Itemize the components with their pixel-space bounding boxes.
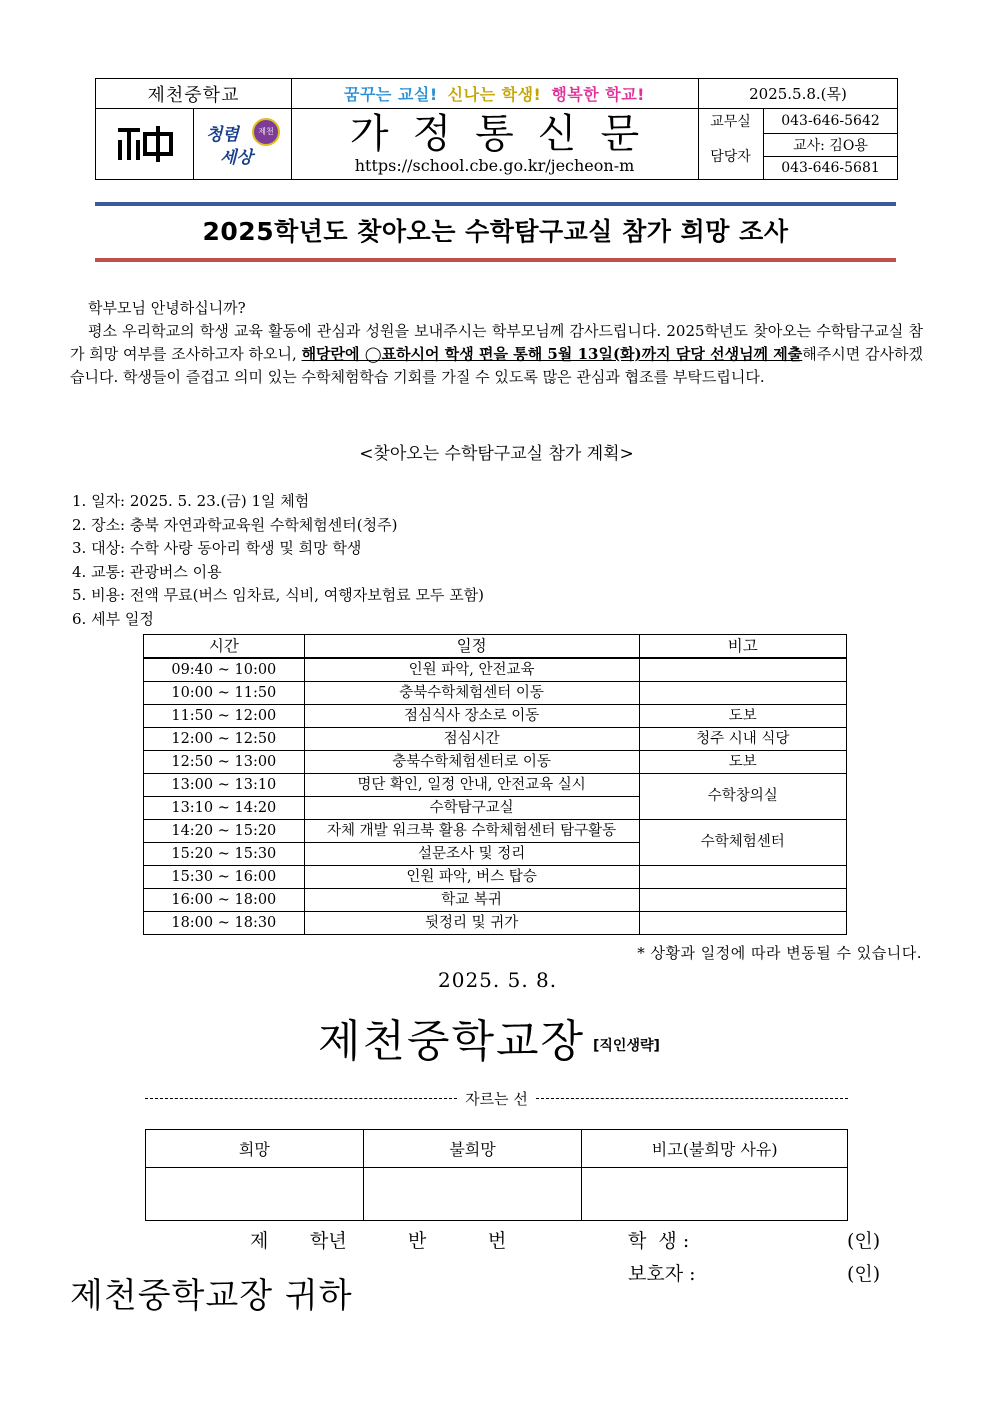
row-time: 13:00 ~ 13:10 <box>144 774 305 797</box>
emblem-text-2: 세상 <box>220 147 253 168</box>
document-title: 2025학년도 찾아오는 수학탐구교실 참가 희망 조사 <box>202 217 789 246</box>
row-item: 학교 복귀 <box>304 889 639 912</box>
class-label: 반 <box>408 1230 427 1252</box>
row-time: 12:00 ~ 12:50 <box>144 728 305 751</box>
number-label: 번 <box>488 1230 507 1252</box>
row-item: 명단 확인, 일정 안내, 안전교육 실시 <box>304 774 639 797</box>
row-note <box>639 658 846 682</box>
teacher-phone: 043-646-5681 <box>781 159 880 176</box>
slogan <box>291 79 698 108</box>
reply-table <box>145 1129 848 1221</box>
plan-item-transport: 4. 교통: 관광버스 이용 <box>72 562 222 581</box>
row-note-merged: 수학체험센터 <box>639 820 846 866</box>
principal-name: 제천중학교장 <box>318 1016 586 1067</box>
table-row <box>144 658 847 682</box>
row-note: 도보 <box>639 705 846 728</box>
reply-header-reason: 비고(불희망 사유) <box>582 1130 848 1168</box>
school-url[interactable]: https://school.cbe.go.kr/jecheon-m <box>354 156 635 175</box>
slogan-1: 꿈꾸는 교실! <box>344 85 438 104</box>
issue-date: 2025.5.8.(목) <box>749 85 847 103</box>
row-time: 15:30 ~ 16:00 <box>144 866 305 889</box>
seal-omitted: [직인생략] <box>593 1038 660 1054</box>
reply-yes-cell[interactable] <box>146 1168 364 1221</box>
guardian-label: 보호자 : <box>628 1263 696 1285</box>
row-time: 09:40 ~ 10:00 <box>144 658 305 682</box>
table-row <box>144 889 847 912</box>
submission-instruction: 해당란에 ◯표하시어 학생 편을 통해 5월 13일(화)까지 담당 선생님께 제출 <box>301 345 803 363</box>
plan-title: <찾아오는 수학탐구교실 참가 계획> <box>359 444 634 464</box>
header-time: 시간 <box>144 635 305 659</box>
schedule-header-row <box>144 635 847 659</box>
row-note <box>639 682 846 705</box>
reply-no-cell[interactable] <box>363 1168 582 1221</box>
row-note <box>639 912 846 935</box>
slogan-2: 신나는 학생! <box>447 85 542 104</box>
plan-item-place: 2. 장소: 충북 자연과학교육원 수학체험센터(청주) <box>72 515 398 534</box>
reply-header-row <box>146 1130 848 1168</box>
row-note: 도보 <box>639 751 846 774</box>
reply-header-no: 불희망 <box>363 1130 582 1168</box>
table-row <box>144 682 847 705</box>
plan-item-schedule: 6. 세부 일정 <box>72 609 154 628</box>
student-seal: (인) <box>847 1230 881 1252</box>
table-row <box>144 820 847 843</box>
row-note <box>639 866 846 889</box>
header-item: 일정 <box>304 635 639 659</box>
table-row <box>144 866 847 889</box>
row-item: 수학탐구교실 <box>304 797 639 820</box>
sign-date: 2025. 5. 8. <box>438 968 558 992</box>
row-time: 10:00 ~ 11:50 <box>144 682 305 705</box>
plan-item-cost: 5. 비용: 전액 무료(버스 임차료, 식비, 여행자보험료 모두 포함) <box>72 586 485 604</box>
slogan-3: 행복한 학교! <box>551 85 645 104</box>
newsletter-title: 가정통신문 <box>349 111 664 157</box>
reply-reason-cell[interactable] <box>582 1168 848 1221</box>
manager-label: 담당자 <box>710 149 751 165</box>
reply-header-yes: 희망 <box>146 1130 364 1168</box>
school-logo <box>96 108 193 179</box>
table-row <box>144 705 847 728</box>
row-item: 충북수학체험센터로 이동 <box>304 751 639 774</box>
guardian-seal: (인) <box>847 1263 881 1285</box>
school-name: 제천중학교 <box>147 84 240 106</box>
emblem-badge: 제천 <box>252 118 280 146</box>
row-item: 인원 파악, 버스 탑승 <box>304 866 639 889</box>
row-note <box>639 889 846 912</box>
teacher-name: 교사: 김O용 <box>793 137 868 154</box>
cut-dash-right <box>536 1098 848 1099</box>
greeting: 학부모님 안녕하십니까? <box>88 299 246 317</box>
newsletter-header <box>95 78 898 180</box>
title-bar-top <box>95 202 896 206</box>
cut-line <box>145 1088 848 1109</box>
table-row <box>144 912 847 935</box>
office-phone: 043-646-5642 <box>781 112 880 129</box>
row-note-merged: 수학창의실 <box>639 774 846 820</box>
schedule-table <box>143 634 847 935</box>
row-item: 자체 개발 워크북 활용 수학체험센터 탐구활동 <box>304 820 639 843</box>
plan-items <box>72 490 484 631</box>
office-label: 교무실 <box>710 113 751 130</box>
addressee: 제천중학교장 귀하 <box>70 1276 353 1316</box>
schedule-note: * 상황과 일정에 따라 변동될 수 있습니다. <box>637 944 922 962</box>
row-time: 14:20 ~ 15:20 <box>144 820 305 843</box>
row-time: 16:00 ~ 18:00 <box>144 889 305 912</box>
row-item: 점심식사 장소로 이동 <box>304 705 639 728</box>
row-time: 15:20 ~ 15:30 <box>144 843 305 866</box>
row-item: 뒷정리 및 귀가 <box>304 912 639 935</box>
table-row <box>144 751 847 774</box>
row-item: 충북수학체험센터 이동 <box>304 682 639 705</box>
plan-item-date: 1. 일자: 2025. 5. 23.(금) 1일 체험 <box>72 492 310 510</box>
row-time: 18:00 ~ 18:30 <box>144 912 305 935</box>
row-time: 12:50 ~ 13:00 <box>144 751 305 774</box>
reply-input-row <box>146 1168 848 1221</box>
table-row <box>144 728 847 751</box>
cut-dash-left <box>145 1098 457 1099</box>
intro-body: 평소 우리학교의 학생 교육 활동에 관심과 성원을 보내주시는 학부모님께 감사드립니다. 2025학년도 찾아오는 수학탐구교실 참가 희망 여부를 조사하고자 하오니, 해당란에 ◯표하시어 학생 편을 통해 5월 13일(화)까지 담당 선생님께 제출해주시면 감사하겠습니다. 학생들이 즐겁고 의미 있는 수학체험학습 기회를 가질 수 있도록 많은 관심과 협조를 부탁드립니다. <box>70 322 923 386</box>
emblem-text-1: 청렴 <box>206 124 239 145</box>
row-item: 점심시간 <box>304 728 639 751</box>
grade-label: 학년 <box>310 1230 347 1252</box>
intro-paragraph <box>70 297 923 389</box>
integrity-emblem <box>193 108 291 179</box>
cut-label: 자르는 선 <box>465 1090 528 1108</box>
header-note: 비고 <box>639 635 846 659</box>
row-time: 13:10 ~ 14:20 <box>144 797 305 820</box>
student-label: 학 생 : <box>628 1230 690 1252</box>
newsletter-title-block <box>291 108 698 179</box>
title-bar-bottom <box>95 258 896 262</box>
grade-prefix: 제 <box>250 1230 269 1252</box>
plan-item-target: 3. 대상: 수학 사랑 동아리 학생 및 희망 학생 <box>72 539 362 557</box>
school-logo-text: 제中 <box>114 123 117 125</box>
row-item: 인원 파악, 안전교육 <box>304 658 639 682</box>
row-time: 11:50 ~ 12:00 <box>144 705 305 728</box>
table-row <box>144 774 847 797</box>
row-note: 청주 시내 식당 <box>639 728 846 751</box>
row-item: 설문조사 및 정리 <box>304 843 639 866</box>
